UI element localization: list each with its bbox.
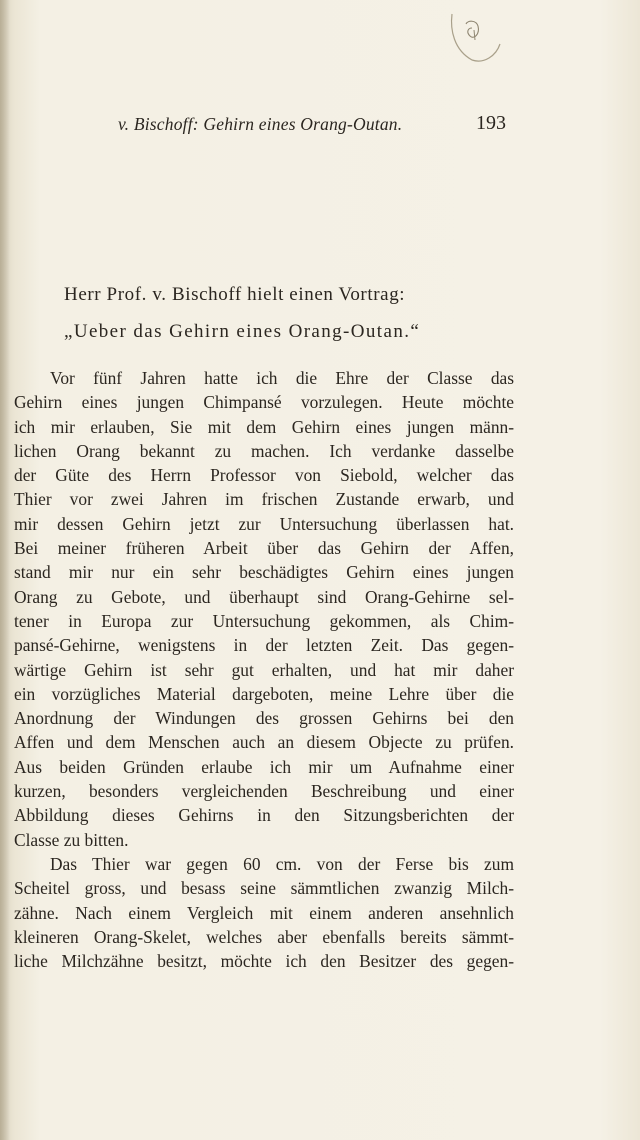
text-line — [14, 512, 514, 536]
text-line-content: Affen und dem Menschen auch an diesem Objecte zu prüfen. — [14, 732, 514, 753]
text-line — [14, 439, 514, 463]
text-line-content: Aus beiden Gründen erlaube ich mir um Aufnahme einer — [14, 756, 514, 777]
text-line — [14, 366, 514, 390]
text-line-content: liche Milchzähne besitzt, möchte ich den Besitzer des gegen- — [14, 951, 514, 972]
text-line-content: Scheitel gross, und besass seine sämmtlichen zwanzig Milch- — [14, 878, 514, 899]
text-line-content: Thier vor zwei Jahren im frischen Zustande erwarb, und — [14, 489, 514, 510]
text-line — [14, 901, 514, 925]
text-line — [14, 536, 514, 560]
text-line-content: ich mir erlauben, Sie mit dem Gehirn eines jungen männ- — [14, 416, 514, 437]
text-line — [14, 730, 514, 754]
running-head-title: Gehirn eines Orang-Outan. — [203, 114, 403, 134]
page-number: 193 — [476, 112, 506, 134]
text-line-content: kurzen, besonders vergleichenden Beschreibung und einer — [14, 781, 514, 802]
text-line — [14, 682, 514, 706]
text-line-content: der Güte des Herrn Professor von Siebold, welcher das — [14, 465, 514, 486]
text-line-content: ein vorzügliches Material dargeboten, meine Lehre über die — [14, 683, 514, 704]
body-text — [14, 366, 514, 973]
text-line — [14, 706, 514, 730]
text-line — [14, 755, 514, 779]
text-line — [14, 925, 514, 949]
binding-shadow — [0, 0, 10, 1140]
text-line — [14, 803, 514, 827]
text-line — [14, 779, 514, 803]
text-line-content: Classe zu bitten. — [14, 829, 129, 850]
text-line-content: tener in Europa zur Untersuchung gekommen, als Chim- — [14, 610, 514, 631]
text-line — [14, 949, 514, 973]
text-line-content: lichen Orang bekannt zu machen. Ich verdanke dasselbe — [14, 440, 514, 461]
intro-line: Herr Prof. v. Bischoff hielt einen Vortrag: — [64, 284, 406, 305]
text-line-content: Das Thier war gegen 60 cm. von der Ferse bis zum — [50, 853, 514, 874]
text-line-content: stand mir nur ein sehr beschädigtes Gehirn eines jungen — [14, 562, 514, 583]
text-line-content: wärtige Gehirn ist sehr gut erhalten, und hat mir daher — [14, 659, 514, 680]
text-line — [14, 633, 514, 657]
text-line-content: Bei meiner früheren Arbeit über das Gehirn der Affen, — [14, 538, 514, 559]
running-head-author: v. Bischoff: — [118, 114, 199, 134]
text-line-content: kleineren Orang-Skelet, welches aber ebenfalls bereits sämmt- — [14, 926, 514, 947]
text-line — [14, 828, 514, 852]
text-line — [14, 463, 514, 487]
text-line — [14, 487, 514, 511]
text-line-content: Vor fünf Jahren hatte ich die Ehre der Classe das — [50, 368, 514, 388]
text-line-content: pansé-Gehirne, wenigstens in der letzten Zeit. Das gegen- — [14, 635, 514, 656]
text-line — [14, 852, 514, 876]
running-head — [0, 112, 640, 140]
text-line-content: Orang zu Gebote, und überhaupt sind Orang-Gehirne sel- — [14, 586, 514, 607]
text-line — [14, 415, 514, 439]
running-title — [118, 114, 402, 135]
lecture-title: „Ueber das Gehirn eines Orang-Outan.“ — [64, 321, 421, 342]
text-line — [14, 609, 514, 633]
text-line-content: Gehirn eines jungen Chimpansé vorzulegen. Heute möchte — [14, 392, 514, 413]
text-line — [14, 390, 514, 414]
text-line-content: Abbildung dieses Gehirns in den Sitzungsberichten der — [14, 805, 514, 826]
library-stamp-mark — [444, 10, 504, 70]
text-line-content: mir dessen Gehirn jetzt zur Untersuchung überlassen hat. — [14, 513, 514, 534]
text-line-content: Anordnung der Windungen des grossen Gehirns bei den — [14, 708, 514, 729]
text-line — [14, 658, 514, 682]
text-line — [14, 585, 514, 609]
text-line — [14, 560, 514, 584]
text-line-content: zähne. Nach einem Vergleich mit einem anderen ansehnlich — [14, 902, 514, 923]
text-line — [14, 876, 514, 900]
